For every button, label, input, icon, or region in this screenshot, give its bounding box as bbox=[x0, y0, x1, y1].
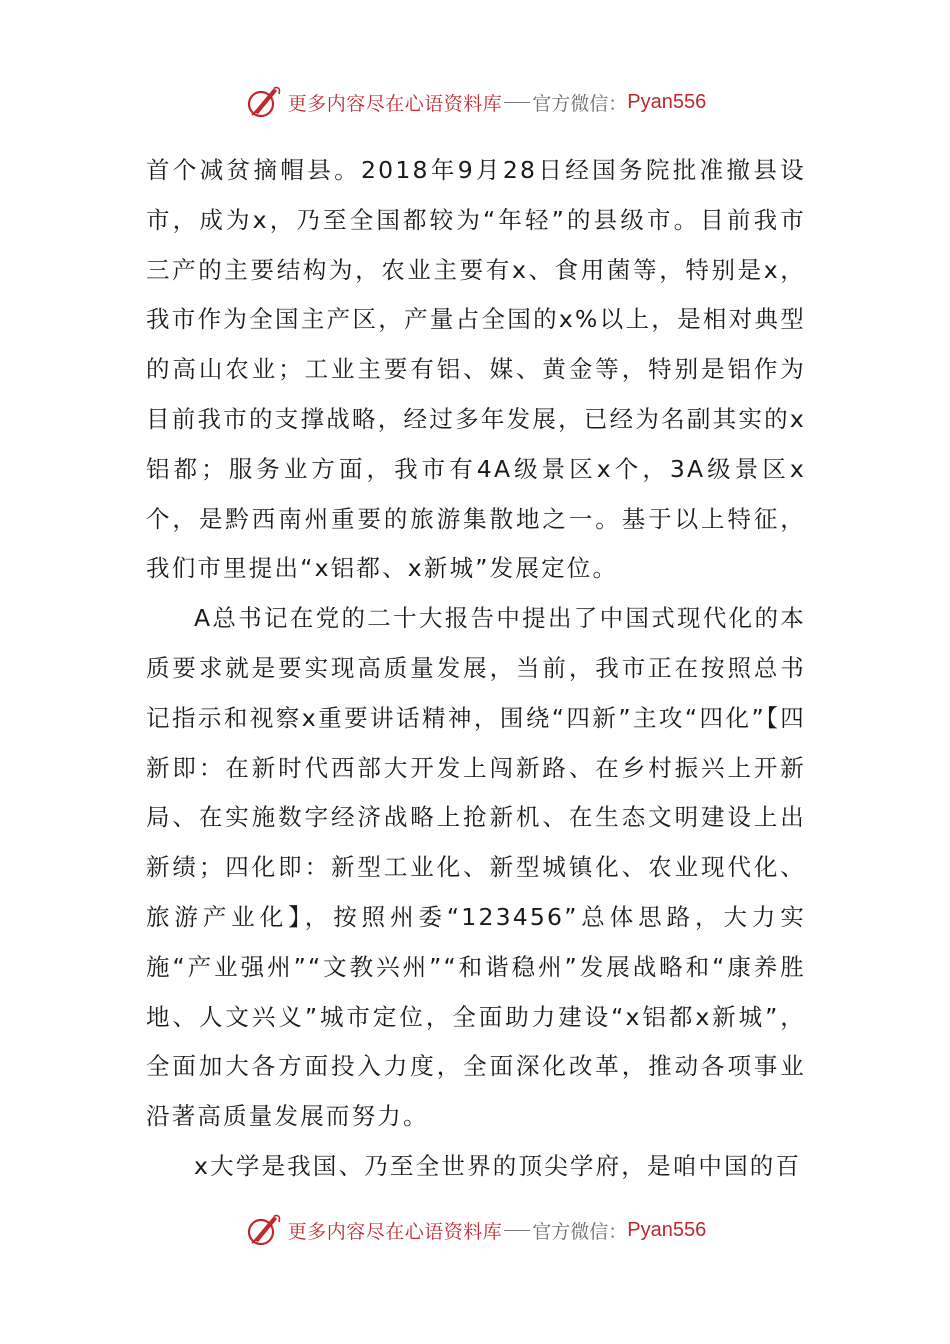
quill-logo-icon bbox=[244, 1210, 284, 1250]
footer-wechat-id: Pyan556 bbox=[627, 1218, 707, 1241]
paragraph-1: 首个减贫摘帽县。2018年9月28日经国务院批准撤县设市，成为x，乃至全国都较为“年轻”的县级市。目前我市三产的主要结构为，农业主要有x、食用菌等，特别是x，我市作为全国主产区，产量占全国的x%以上，是相对典型的高山农业；工业主要有铝、媒、黄金等，特别是铝作为目前我市的支撑战略，经过多年发展，已经为名副其实的x铝都；服务业方面，我市有4A级景区x个，3A级景区x个，是黔西南州重要的旅游集散地之一。基于以上特征，我们市里提出“x铝都、x新城”发展定位。 bbox=[146, 156, 806, 583]
paragraph-2: A总书记在党的二十大报告中提出了中国式现代化的本质要求就是要实现高质量发展，当前，我市正在按照总书记指示和视察x重要讲话精神，围绕“四新”主攻“四化”【四新即：在新时代西部大开发上闯新路、在乡村振兴上开新局、在实施数字经济战略上抢新机、在生态文明建设上出新绩；四化即：新型工业化、新型城镇化、农业现代化、旅游产业化】，按照州委“123456”总体思路，大力实施“产业强州”“文教兴州”“和谐稳州”发展战略和“康养胜地、人文兴义”城市定位，全面助力建设“x铝都x新城”，全面加大各方面投入力度，全面深化改革，推动各项事业沿著高质量发展而努力。 bbox=[146, 604, 806, 1131]
footer-official-label: 官方微信： bbox=[532, 1220, 628, 1243]
footer-banner bbox=[0, 1208, 950, 1252]
header-banner bbox=[0, 80, 950, 124]
paragraph-3: x大学是我国、乃至全世界的顶尖学府，是咱中国的百 bbox=[194, 1151, 802, 1180]
header-brand-text: 更多内容尽在心语资料库 bbox=[287, 92, 503, 115]
document-body bbox=[146, 146, 806, 1192]
header-wechat-id: Pyan556 bbox=[627, 90, 707, 113]
footer-brand-text: 更多内容尽在心语资料库 bbox=[287, 1220, 503, 1243]
footer-dash bbox=[504, 1230, 530, 1231]
header-dash bbox=[504, 102, 530, 103]
header-official-label: 官方微信： bbox=[532, 92, 628, 115]
quill-logo-icon bbox=[244, 82, 284, 122]
